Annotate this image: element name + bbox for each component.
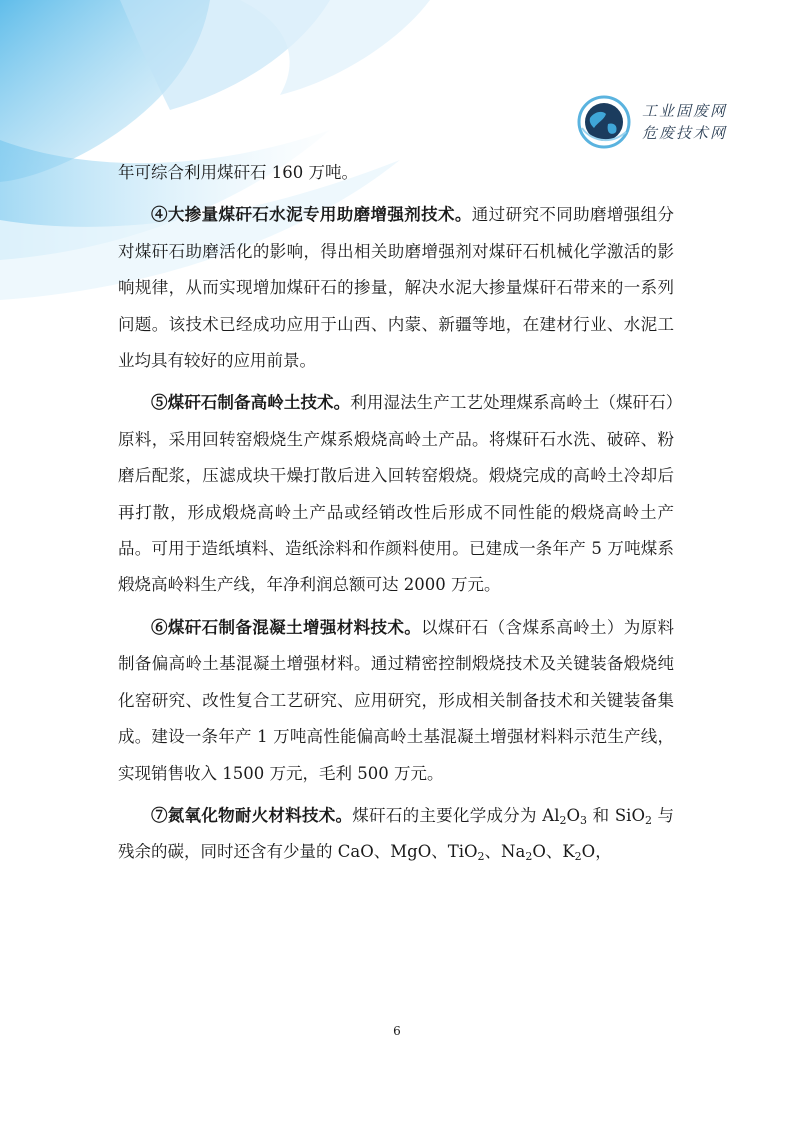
- paragraph-4: [118, 610, 674, 792]
- document-body: [118, 155, 674, 877]
- paragraph-2: [118, 197, 674, 379]
- paragraph-heading: ④大掺量煤矸石水泥专用助磨增强剂技术。: [151, 205, 472, 225]
- paragraph-heading: ⑤煤矸石制备高岭土技术。: [151, 393, 351, 413]
- paragraph-heading: ⑥煤矸石制备混凝土增强材料技术。: [151, 617, 422, 637]
- text-run: 煤矸石的主要化学成分为 Al: [352, 805, 560, 825]
- text-run: 和 SiO: [587, 805, 645, 825]
- paragraph-text: 利用湿法生产工艺处理煤系高岭土（煤矸石）原料，采用回转窑煅烧生产煤系煅烧高岭土产品。将煤矸石水洗、破碎、粉磨后配浆，压滤成块干燥打散后进入回转窑煅烧。煅烧完成的高岭土冷却后再打散，形成煅烧高岭土产品或经销改性后形成不同性能的煅烧高岭土产品。可用于造纸填料、造纸涂料和作颜料使用。已建成一条年产 5 万吨煤系煅烧高岭料生产线，年净利润总额可达 2000 万元。: [118, 393, 675, 595]
- subscript: 2: [574, 850, 582, 864]
- logo-title-line1: 工业固废网: [642, 102, 728, 120]
- text-run: 与残余的碳，同时还含有少量的 CaO、MgO、TiO: [118, 805, 674, 862]
- paragraph-text: 以煤矸石（含煤系高岭土）为原料制备偏高岭土基混凝土增强材料。通过精密控制煅烧技术及关键装备煅烧纯化窑研究、改性复合工艺研究、应用研究，形成相关制备技术和关键装备集成。建设一条年产 1 万吨高性能偏高岭土基混凝土增强材料料示范生产线，实现销售收入 1500 万元，毛利 500 万元。: [118, 617, 675, 783]
- paragraph-text: 年可综合利用煤矸石 160 万吨。: [118, 163, 358, 182]
- globe-icon: [576, 94, 632, 150]
- subscript: 3: [580, 813, 588, 827]
- text-run: O、K: [532, 842, 575, 862]
- header-logo: [576, 94, 726, 150]
- text-run: 、Na: [484, 842, 526, 862]
- paragraph-5: [118, 798, 674, 871]
- paragraph-heading: ⑦氮氧化物耐火材料技术。: [151, 805, 353, 825]
- paragraph-1: [118, 155, 674, 191]
- subscript: 2: [559, 813, 567, 827]
- text-run: O，: [581, 842, 612, 862]
- subscript: 2: [644, 813, 652, 827]
- subscript: 2: [525, 850, 533, 864]
- text-run: O: [566, 805, 581, 825]
- subscript: 2: [477, 850, 485, 864]
- paragraph-3: [118, 385, 674, 603]
- page-number: 6: [393, 1024, 401, 1038]
- logo-title-line2: 危废技术网: [642, 124, 728, 142]
- paragraph-text: 通过研究不同助磨增强组分对煤矸石助磨活化的影响，得出相关助磨增强剂对煤矸石机械化学激活的影响规律，从而实现增加煤矸石的掺量，解决水泥大掺量煤矸石带来的一系列问题。该技术已经成功应用于山西、内蒙、新疆等地，在建材行业、水泥工业均具有较好的应用前景。: [118, 205, 675, 371]
